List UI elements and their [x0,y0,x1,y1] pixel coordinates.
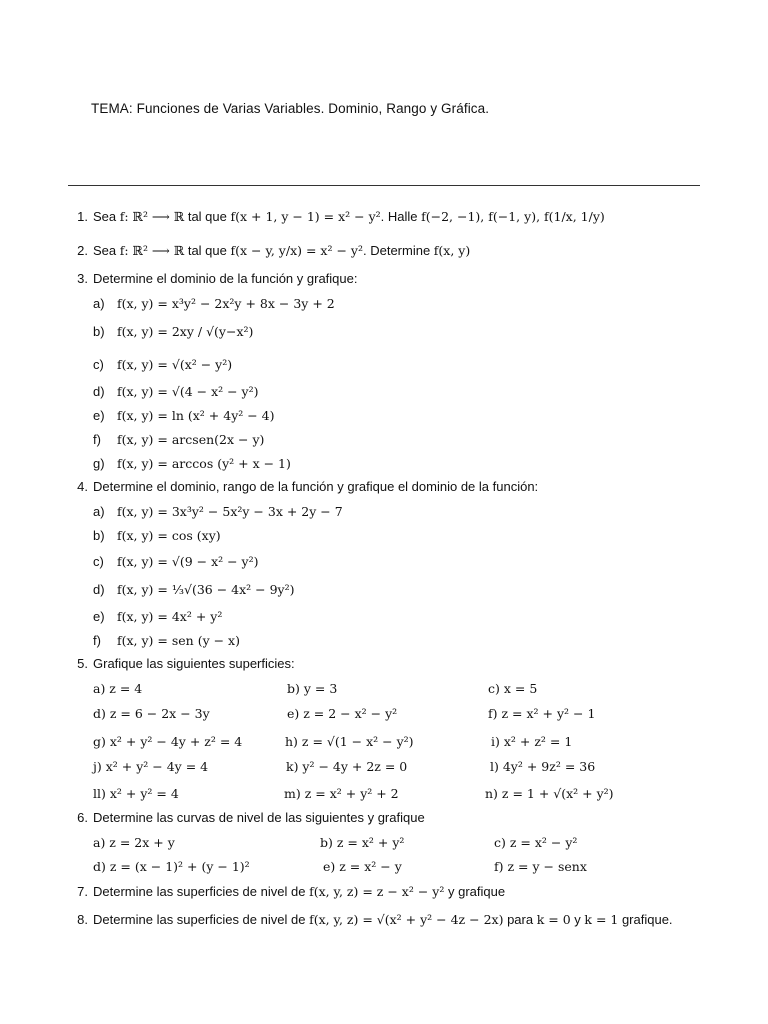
math-expression: f(x, y) = arccos (y² + x − 1) [117,456,291,471]
item-label: b) [93,324,105,339]
problem-text: tal que [184,243,231,258]
item-label: a) [93,296,105,311]
math-expression: f(x, y) = √(x² − y²) [117,357,233,372]
problem-5-item: ll) x² + y² = 4 [93,786,179,801]
problem-3-item-a [93,295,335,313]
problem-4-item-d [93,581,294,599]
problem-3-item-e [93,407,275,425]
math-expression: f(x, y) = 2xy / √(y−x²) [117,324,254,339]
problem-5-item: i) x² + z² = 1 [491,734,573,749]
math-expression: f(x, y, z) = √(x² + y² − 4z − 2x) [309,912,504,927]
problem-text: tal que [184,209,231,224]
problem-stem: Determine el dominio, rango de la función y grafique el dominio de la función: [93,479,539,494]
problem-4-item-a [93,503,343,521]
problem-stem [93,242,470,260]
problem-text: y grafique [444,884,506,899]
problem-5-item: n) z = 1 + √(x² + y²) [485,786,614,801]
problem-number: 5. [77,656,88,671]
problem-number: 1. [77,209,88,224]
problem-4-item-e [93,608,222,626]
problem-5-item: h) z = √(1 − x² − y²) [285,734,414,749]
item-label: f) [93,633,101,648]
math-expression: f(x, y) = 4x² + y² [117,609,223,624]
problem-3-item-b [93,323,253,341]
problem-number: 3. [77,271,88,286]
problem-3-item-g [93,455,291,473]
math-expression: k = 0 [536,912,571,927]
problem-6-item: f) z = y − senx [494,859,587,874]
math-expression: f(x, y) = 3x³y² − 5x²y − 3x + 2y − 7 [117,504,343,519]
problem-stem [93,911,673,929]
problem-5-item: c) x = 5 [488,681,538,696]
problem-5-item: e) z = 2 − x² − y² [287,706,398,721]
problem-text: y [570,912,585,927]
item-label: e) [93,609,105,624]
problem-number: 2. [77,243,88,258]
problem-stem: Grafique las siguientes superficies: [93,656,295,671]
math-expression: f(x, y) = ⅓√(36 − 4x² − 9y²) [117,582,295,597]
problem-5-item: b) y = 3 [287,681,338,696]
math-expression: f(x + 1, y − 1) = x² − y² [230,209,381,224]
math-expression: f(x, y) = √(9 − x² − y²) [117,554,259,569]
problem-text: Determine las superficies de nivel de [93,912,310,927]
problem-3-item-f [93,431,264,449]
problem-text: . Halle [380,209,422,224]
problem-stem [93,208,605,226]
math-expression: f(x − y, y/x) = x² − y² [230,243,363,258]
problem-4-item-c [93,553,259,571]
math-expression: f: ℝ² ⟶ ℝ [119,243,185,258]
problem-5-item: m) z = x² + y² + 2 [284,786,399,801]
problem-5-item: k) y² − 4y + 2z = 0 [286,759,408,774]
problem-stem: Determine el dominio de la función y grafique: [93,271,358,286]
problem-6-item: e) z = x² − y [323,859,402,874]
item-label: d) [93,384,105,399]
problem-5-item: d) z = 6 − 2x − 3y [93,706,210,721]
problem-number: 7. [77,884,88,899]
math-expression: f: ℝ² ⟶ ℝ [119,209,185,224]
item-label: e) [93,408,105,423]
math-expression: f(x, y) = cos (xy) [117,528,221,543]
problem-stem: Determine las curvas de nivel de las siguientes y grafique [93,810,425,825]
math-expression: f(x, y) = arcsen(2x − y) [117,432,265,447]
problem-stem [93,883,505,901]
problem-6-item: c) z = x² − y² [494,835,578,850]
problem-text: Sea [93,209,120,224]
problem-text: Determine las superficies de nivel de [93,884,310,899]
problem-4-item-f [93,632,240,650]
problem-5-item: a) z = 4 [93,681,143,696]
math-expression: f(x, y) = √(4 − x² − y²) [117,384,259,399]
problem-text: Sea [93,243,120,258]
problem-number: 6. [77,810,88,825]
math-expression: f(x, y) = ln (x² + 4y² − 4) [117,408,275,423]
item-label: d) [93,582,105,597]
problem-5-item: f) z = x² + y² − 1 [488,706,596,721]
math-expression: f(x, y) = x³y² − 2x²y + 8x − 3y + 2 [117,296,335,311]
title-divider [68,185,700,186]
problem-4-item-b [93,527,221,545]
problem-text: para [503,912,537,927]
item-label: c) [93,357,104,372]
math-expression: f(−2, −1), f(−1, y), f(1/x, 1/y) [421,209,605,224]
problem-6-item: b) z = x² + y² [320,835,405,850]
problem-text: . Determine [362,243,434,258]
math-expression: f(x, y) = sen (y − x) [117,633,240,648]
problem-6-item: d) z = (x − 1)² + (y − 1)² [93,859,250,874]
math-expression: k = 1 [584,912,619,927]
problem-5-item: j) x² + y² − 4y = 4 [93,759,209,774]
problem-text: grafique. [618,912,673,927]
problem-number: 4. [77,479,88,494]
problem-number: 8. [77,912,88,927]
item-label: c) [93,554,104,569]
page-title: TEMA: Funciones de Varias Variables. Dominio, Rango y Gráfica. [91,101,490,116]
problem-5-item: l) 4y² + 9z² = 36 [490,759,596,774]
item-label: a) [93,504,105,519]
problem-3-item-c [93,356,232,374]
problem-5-item: g) x² + y² − 4y + z² = 4 [93,734,243,749]
problem-3-item-d [93,383,259,401]
item-label: b) [93,528,105,543]
item-label: f) [93,432,101,447]
math-expression: f(x, y, z) = z − x² − y² [309,884,445,899]
item-label: g) [93,456,105,471]
problem-6-item: a) z = 2x + y [93,835,175,850]
math-expression: f(x, y) [433,243,471,258]
